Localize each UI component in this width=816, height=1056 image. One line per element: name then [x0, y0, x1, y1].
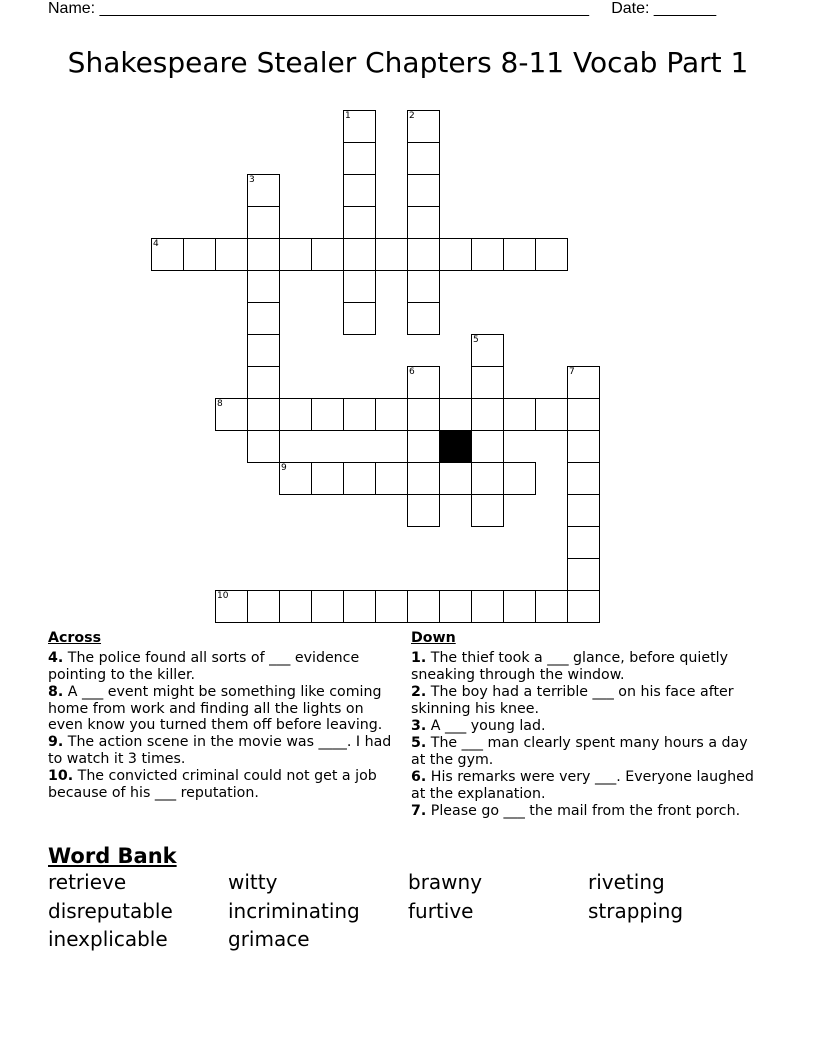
word-bank-item: inexplicable — [48, 927, 168, 951]
clue-number: 2 — [409, 111, 415, 121]
word-bank — [48, 844, 788, 952]
grid-cell[interactable] — [567, 526, 600, 559]
grid-cell[interactable] — [279, 462, 312, 495]
grid-cell[interactable] — [503, 590, 536, 623]
grid-cell[interactable] — [567, 590, 600, 623]
word-bank-heading: Word Bank — [48, 844, 177, 868]
page-title: Shakespeare Stealer Chapters 8-11 Vocab Part 1 — [67, 46, 749, 79]
across-clues — [48, 630, 398, 802]
clue-number: 7 — [569, 367, 575, 377]
grid-cell[interactable] — [311, 462, 344, 495]
grid-cell[interactable] — [247, 398, 280, 431]
grid-cell[interactable] — [311, 238, 344, 271]
grid-cell[interactable] — [407, 206, 440, 239]
word-bank-item: furtive — [408, 898, 474, 923]
grid-cell[interactable] — [215, 398, 248, 431]
clue-down-6: 6. His remarks were very ___. Everyone laughed at the explanation. — [411, 769, 754, 802]
grid-cell[interactable] — [343, 238, 376, 271]
word-bank-list — [48, 870, 788, 952]
clue-number: 6 — [409, 367, 415, 377]
grid-cell[interactable] — [439, 398, 472, 431]
grid-cell[interactable] — [407, 270, 440, 303]
name-date-line: Name: _______________________________________________________ Date: _______ — [48, 0, 717, 17]
grid-cell[interactable] — [567, 558, 600, 591]
clue-down-7: 7. Please go ___ the mail from the front porch. — [411, 803, 741, 820]
grid-cell[interactable] — [343, 590, 376, 623]
clue-across-8: 8. A ___ event might be something like coming home from work and finding all the lights on even know you turned them off before leaving. — [48, 684, 383, 734]
grid-cell[interactable] — [567, 398, 600, 431]
word-bank-item: incriminating — [228, 898, 360, 923]
grid-cell[interactable] — [503, 398, 536, 431]
word-bank-item: witty — [228, 870, 278, 894]
grid-cell[interactable] — [471, 494, 504, 527]
grid-cell[interactable] — [407, 142, 440, 175]
grid-cell[interactable] — [407, 174, 440, 207]
grid-cell[interactable] — [407, 366, 440, 399]
grid-cell[interactable] — [407, 302, 440, 335]
clue-across-4: 4. The police found all sorts of ___ evidence pointing to the killer. — [48, 650, 360, 683]
down-clues — [411, 630, 761, 820]
clue-number: 3 — [249, 175, 255, 185]
clue-number: 9 — [281, 463, 287, 473]
word-bank-item: strapping — [588, 898, 684, 923]
grid-cell[interactable] — [247, 270, 280, 303]
grid-cell[interactable] — [247, 238, 280, 271]
grid-cell[interactable] — [407, 462, 440, 495]
grid-cell[interactable] — [407, 590, 440, 623]
word-bank-item: disreputable — [48, 898, 173, 923]
grid-cell[interactable] — [375, 462, 408, 495]
clue-number: 8 — [217, 399, 223, 409]
grid-cell[interactable] — [503, 238, 536, 271]
across-heading: Across — [48, 630, 102, 646]
grid-cell[interactable] — [343, 142, 376, 175]
grid-cell[interactable] — [407, 238, 440, 271]
grid-cell[interactable] — [343, 398, 376, 431]
grid-cell[interactable] — [471, 238, 504, 271]
grid-cell[interactable] — [375, 398, 408, 431]
word-bank-item: grimace — [228, 927, 310, 951]
grid-cell[interactable] — [343, 462, 376, 495]
grid-cell[interactable] — [407, 398, 440, 431]
grid-cell[interactable] — [343, 270, 376, 303]
clue-number: 1 — [345, 111, 351, 121]
grid-cell[interactable] — [215, 590, 248, 623]
clue-down-1: 1. The thief took a ___ glance, before quietly sneaking through the window. — [411, 650, 728, 683]
clue-down-5: 5. The ___ man clearly spent many hours a day at the gym. — [411, 735, 748, 768]
grid-cell[interactable] — [279, 590, 312, 623]
grid-cell[interactable] — [407, 110, 440, 143]
down-heading: Down — [411, 630, 456, 646]
grid-cell[interactable] — [471, 398, 504, 431]
grid-cell[interactable] — [343, 110, 376, 143]
grid-cell[interactable] — [439, 590, 472, 623]
grid-cell[interactable] — [247, 174, 280, 207]
grid-cell[interactable] — [535, 398, 568, 431]
word-bank-item: brawny — [408, 870, 483, 894]
grid-cell[interactable] — [471, 430, 504, 463]
grid-cell[interactable] — [567, 462, 600, 495]
grid-cell[interactable] — [247, 590, 280, 623]
grid-cell[interactable] — [439, 462, 472, 495]
grid-cell[interactable] — [471, 590, 504, 623]
grid-cell[interactable] — [535, 238, 568, 271]
grid-cell[interactable] — [471, 334, 504, 367]
grid-cell[interactable] — [343, 174, 376, 207]
word-bank-item: riveting — [588, 870, 665, 894]
grid-cell[interactable] — [407, 430, 440, 463]
grid-cell[interactable] — [279, 238, 312, 271]
grid-cell[interactable] — [247, 366, 280, 399]
grid-cell[interactable] — [439, 238, 472, 271]
grid-cell[interactable] — [535, 590, 568, 623]
grid-cell[interactable] — [279, 398, 312, 431]
clue-down-3: 3. A ___ young lad. — [411, 718, 546, 735]
grid-cell[interactable] — [311, 590, 344, 623]
grid-cell[interactable] — [375, 590, 408, 623]
grid-block-cell — [439, 430, 472, 463]
clue-number: 4 — [153, 239, 159, 249]
grid-cell[interactable] — [503, 462, 536, 495]
grid-cell[interactable] — [247, 334, 280, 367]
grid-cell[interactable] — [407, 494, 440, 527]
grid-cell[interactable] — [343, 206, 376, 239]
grid-cell[interactable] — [247, 206, 280, 239]
clue-across-9: 9. The action scene in the movie was ____. I had to watch it 3 times. — [48, 734, 392, 767]
grid-cell[interactable] — [471, 366, 504, 399]
grid-cell[interactable] — [247, 302, 280, 335]
grid-cell[interactable] — [343, 302, 376, 335]
grid-cell[interactable] — [311, 398, 344, 431]
clue-down-2: 2. The boy had a terrible ___ on his face after skinning his knee. — [411, 684, 734, 717]
grid-cell[interactable] — [471, 462, 504, 495]
clue-number: 5 — [473, 335, 479, 345]
grid-cell[interactable] — [375, 238, 408, 271]
grid-cell[interactable] — [183, 238, 216, 271]
grid-cell[interactable] — [567, 366, 600, 399]
clue-number: 10 — [217, 591, 229, 601]
grid-cell[interactable] — [567, 430, 600, 463]
clue-across-10: 10. The convicted criminal could not get a job because of his ___ reputation. — [48, 768, 377, 801]
grid-cell[interactable] — [567, 494, 600, 527]
word-bank-item: retrieve — [48, 870, 127, 894]
grid-cell[interactable] — [215, 238, 248, 271]
grid-cell[interactable] — [247, 430, 280, 463]
grid-cell[interactable] — [151, 238, 184, 271]
